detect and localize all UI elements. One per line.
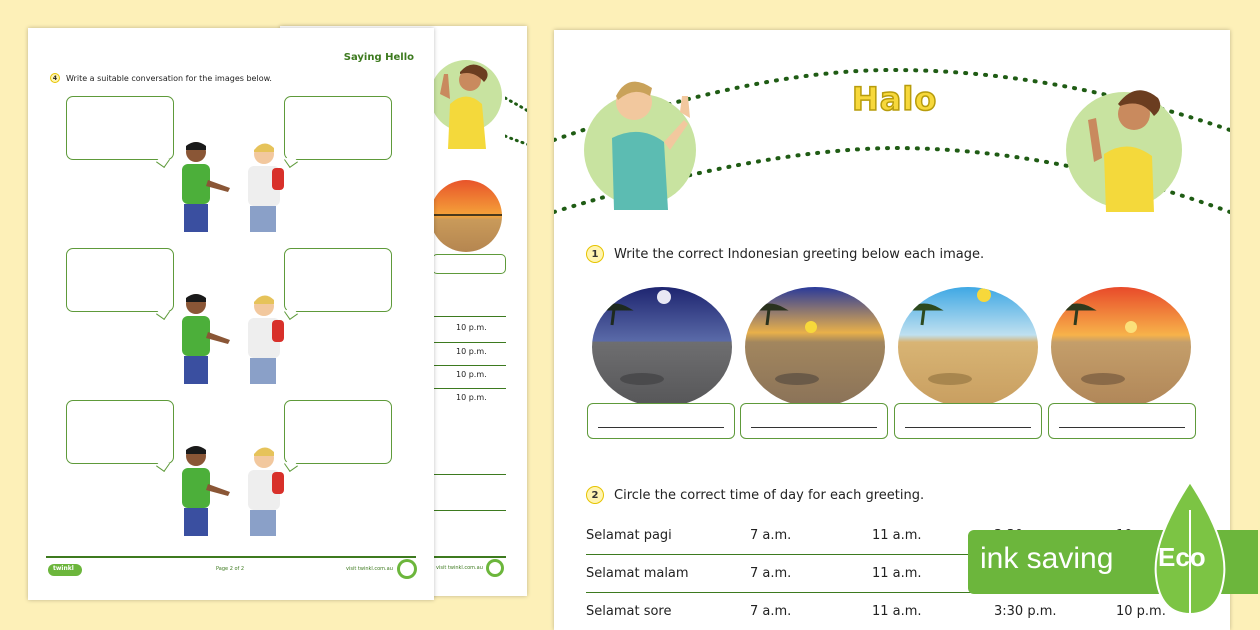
question-number: 1 <box>586 245 604 263</box>
answer-box[interactable] <box>432 254 506 274</box>
night-scene <box>592 287 732 407</box>
page-number: Page 2 of 2 <box>216 566 245 572</box>
morning-scene <box>898 287 1038 407</box>
girl-waving-illustration <box>1054 58 1194 218</box>
two-boys-illustration <box>168 290 298 385</box>
speech-bubble-left[interactable] <box>66 96 174 160</box>
time-option[interactable]: 11 a.m. <box>872 528 922 543</box>
time-option[interactable]: 7 a.m. <box>750 604 792 619</box>
time-option[interactable]: 10 p.m. <box>1116 604 1166 619</box>
time-option[interactable]: 11 a.m. <box>872 604 922 619</box>
footer-divider <box>46 556 416 558</box>
two-boys-illustration <box>168 138 298 233</box>
question-number: 2 <box>586 486 604 504</box>
evening-scene <box>745 287 885 407</box>
question-2 <box>586 486 924 504</box>
time-option[interactable]: 11 a.m. <box>872 566 922 581</box>
speech-bubble-left[interactable] <box>66 248 174 312</box>
dotted-arc <box>505 96 527 166</box>
afternoon-sunset-scene <box>1051 287 1191 407</box>
greeting-answer-box-2[interactable] <box>740 403 888 439</box>
question-text: Write a suitable conversation for the images below. <box>66 73 272 83</box>
time-option[interactable]: 7 a.m. <box>750 566 792 581</box>
speech-bubble-right[interactable] <box>284 96 392 160</box>
page-title: Halo <box>852 80 938 118</box>
girl-illustration <box>430 44 510 159</box>
question-1 <box>586 245 984 263</box>
time-option[interactable]: 3:30 p.m. <box>994 604 1057 619</box>
greeting-label: Selamat pagi <box>586 528 672 543</box>
sunset-scene <box>430 180 508 260</box>
ink-saving-label: ink saving <box>980 542 1114 575</box>
boy-waving-illustration <box>584 54 699 214</box>
left-worksheet-page <box>28 28 434 600</box>
footer-url[interactable]: visit twinkl.com.au <box>436 565 483 571</box>
speech-bubble-right[interactable] <box>284 400 392 464</box>
question-4 <box>50 73 272 83</box>
two-boys-illustration <box>168 442 298 537</box>
time-label: 10 p.m. <box>456 347 487 356</box>
quality-badge-icon <box>396 558 418 580</box>
question-text: Circle the correct time of day for each greeting. <box>614 487 925 503</box>
page-title: Saying Hello <box>343 52 414 63</box>
footer-url[interactable]: visit twinkl.com.au <box>346 566 393 572</box>
speech-bubble-left[interactable] <box>66 400 174 464</box>
time-label: 10 p.m. <box>456 323 487 332</box>
time-label: 10 p.m. <box>456 393 487 402</box>
question-text: Write the correct Indonesian greeting below each image. <box>614 246 985 262</box>
greeting-answer-box-1[interactable] <box>587 403 735 439</box>
time-label: 10 p.m. <box>456 370 487 379</box>
quality-badge-icon <box>485 558 505 578</box>
time-option[interactable]: 7 a.m. <box>750 528 792 543</box>
greeting-answer-box-3[interactable] <box>894 403 1042 439</box>
greeting-answer-box-4[interactable] <box>1048 403 1196 439</box>
eco-label: Eco <box>1158 542 1206 572</box>
greeting-label: Selamat malam <box>586 566 689 581</box>
speech-bubble-right[interactable] <box>284 248 392 312</box>
greeting-label: Selamat sore <box>586 604 672 619</box>
brand-logo-text: twinkl <box>53 565 74 572</box>
greeting-row <box>586 593 1200 630</box>
question-number: 4 <box>50 73 60 83</box>
